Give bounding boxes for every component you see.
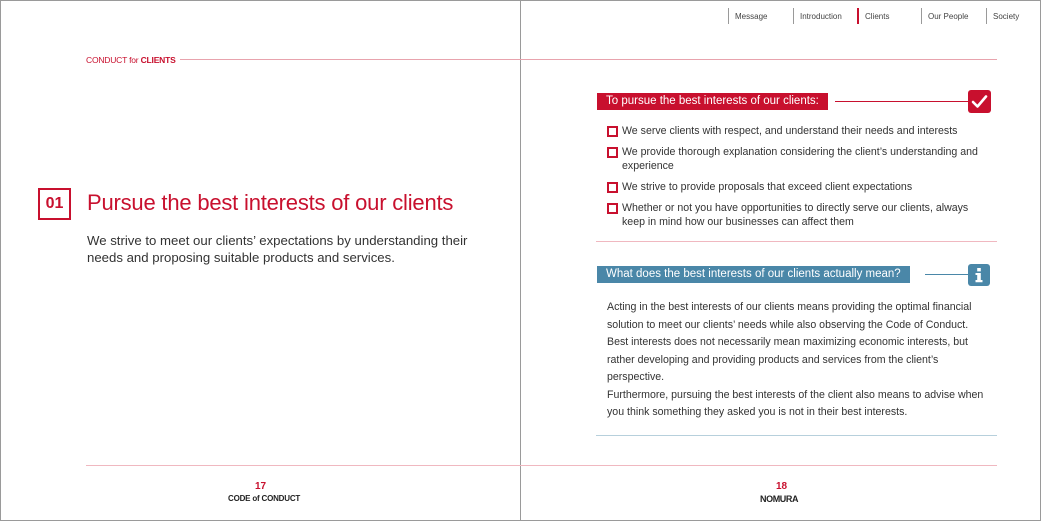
page-title: Pursue the best interests of our clients	[87, 190, 454, 215]
list-item-text: We provide thorough explanation considering the client’s understanding and experience	[622, 146, 978, 172]
checkbox-icon	[607, 126, 618, 137]
list-item	[607, 180, 992, 194]
list-item-text: We strive to provide proposals that exceed client expectations	[622, 181, 913, 193]
pursue-divider	[596, 241, 997, 242]
meaning-paragraph: Acting in the best interests of our clients means providing the optimal financial solution to meet our clients’ needs while also observing the Code of Conduct. Best interests does not necessarily mean maximizing economic interests, but rather developing and providing products and services from the client’s perspective.	[607, 301, 972, 383]
footer-code-of-conduct: CODE of CONDUCT	[228, 494, 301, 503]
list-item	[607, 145, 992, 173]
pursue-heading: To pursue the best interests of our clients:	[597, 93, 828, 110]
nomura-logo: NOMURA	[760, 494, 799, 504]
meaning-body	[607, 299, 992, 422]
section-header	[86, 55, 176, 65]
checkbox-icon	[607, 182, 618, 193]
page-number-left: 17	[255, 481, 267, 492]
page-number-right: 18	[776, 481, 788, 492]
list-item	[607, 201, 992, 229]
meaning-divider	[596, 435, 997, 436]
pursue-heading-rule	[835, 101, 968, 102]
list-item	[607, 124, 992, 138]
info-icon	[968, 264, 990, 286]
pursue-list	[607, 124, 992, 236]
section-prefix: CONDUCT for	[86, 55, 139, 65]
tab-our-people[interactable]: Our People	[921, 8, 968, 24]
tab-introduction[interactable]: Introduction	[793, 8, 842, 24]
footer-rule-right	[521, 465, 997, 466]
meaning-heading: What does the best interests of our clients actually mean?	[597, 266, 910, 283]
list-item-text: Whether or not you have opportunities to directly serve our clients, always keep in mind how our businesses can affect them	[622, 202, 969, 228]
tab-message[interactable]: Message	[728, 8, 767, 24]
meaning-heading-rule	[925, 274, 968, 275]
meaning-paragraph: Furthermore, pursuing the best interests of the client also means to advise when you think something they asked you is not in their best interests.	[607, 388, 984, 418]
list-item-text: We serve clients with respect, and understand their needs and interests	[622, 125, 958, 137]
checkmark-icon	[968, 90, 991, 113]
footer-rule-left	[86, 465, 521, 466]
checkbox-icon	[607, 147, 618, 158]
tab-clients[interactable]: Clients	[857, 8, 889, 24]
checkbox-icon	[607, 203, 618, 214]
section-rule	[180, 59, 997, 60]
item-number-badge: 01	[38, 188, 71, 220]
book-spine	[520, 0, 521, 521]
intro-text: We strive to meet our clients’ expectations by understanding their needs and proposing suitable products and services.	[87, 233, 468, 265]
section-name: CLIENTS	[140, 55, 176, 65]
tab-society[interactable]: Society	[986, 8, 1019, 24]
